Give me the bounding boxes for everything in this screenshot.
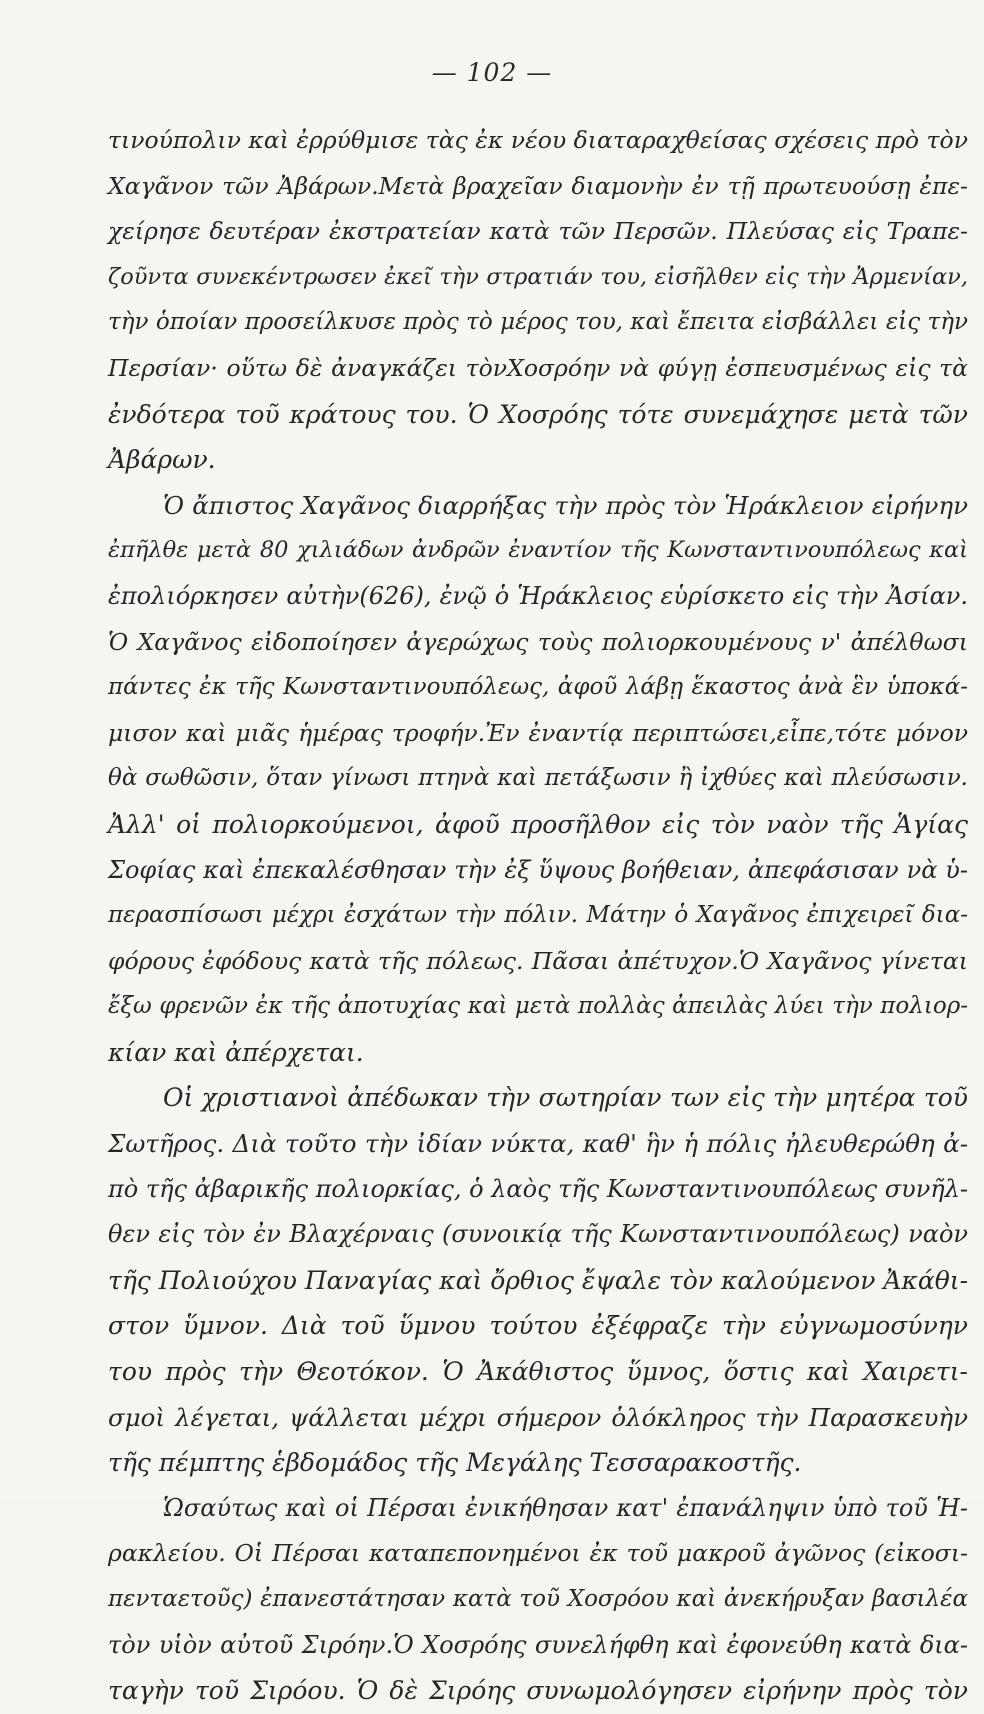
text-line: ταγὴν τοῦ Σιρόου. Ὁ δὲ Σιρόης συνωμολόγησεν εἰρήνην πρὸς τὸν <box>108 1676 968 1706</box>
text-line: του πρὸς τὴν Θεοτόκον. Ὁ Ἀκάθιστος ὕμνος, ὅστις καὶ Χαιρετι- <box>108 1357 968 1387</box>
text-line: σμοὶ λέγεται, ψάλλεται μέχρι σήμερον ὁλόκληρος τὴν Παρασκευὴν <box>108 1402 968 1432</box>
text-line: τῆς πέμπτης ἑβδομάδος τῆς Μεγάλης Τεσσαρακοστῆς. <box>108 1448 802 1478</box>
text-line: Ἀβάρων. <box>108 445 216 475</box>
text-line: Περσίαν· οὕτω δὲ ἀναγκάζει τὸνΧοσρόην νὰ φύγῃ ἐσπευσμένως εἰς τὰ <box>108 353 968 382</box>
text-line: φόρους ἐφόδους κατὰ τῆς πόλεως. Πᾶσαι ἀπέτυχον.Ὁ Χαγᾶνος γίνεται <box>108 946 968 975</box>
text-line: πενταετοῦς) ἐπανεστάτησαν κατὰ τοῦ Χοσρόου καὶ ἀνεκήρυξαν βασιλέα <box>108 1586 968 1612</box>
text-line: θεν εἰς τὸν ἐν Βλαχέρναις (συνοικίᾳ τῆς Κωνσταντινουπόλεως) ναὸν <box>108 1220 968 1249</box>
text-line: Ἀλλ' οἱ πολιορκούμενοι, ἀφοῦ προσῆλθον εἰς τὸν ναὸν τῆς Ἁγίας <box>108 809 968 839</box>
text-line: τὴν ὁποίαν προσείλκυσε πρὸς τὸ μέρος του, καὶ ἔπειτα εἰσβάλλει εἰς τὴν <box>108 309 968 336</box>
text-line: Χαγᾶνον τῶν Ἀβάρων.Μετὰ βραχεῖαν διαμονὴν ἐν τῇ πρωτευούσῃ ἐπε- <box>108 171 968 200</box>
text-line: ζοῦντα συνεκέντρωσεν ἐκεῖ τὴν στρατιάν του, εἰσῆλθεν εἰς τὴν Ἀρμενίαν, <box>108 263 968 290</box>
text-line: κίαν καὶ ἀπέρχεται. <box>108 1037 364 1067</box>
text-line: ἔξω φρενῶν ἐκ τῆς ἀποτυχίας καὶ μετὰ πολλὰς ἀπειλὰς λύει τὴν πολιορ- <box>108 993 968 1020</box>
text-line: χείρησε δευτέραν ἐκστρατείαν κατὰ τῶν Περσῶν. Πλεύσας εἰς Τραπε- <box>108 217 968 246</box>
text-line: τινούπολιν καὶ ἐρρύθμισε τὰς ἐκ νέου διαταραχθείσας σχέσεις πρὸ τὸν <box>108 126 968 154</box>
text-line: μισον καὶ μιᾶς ἡμέρας τροφήν.Ἐν ἐναντίᾳ περιπτώσει,εἶπε,τότε μόνον <box>108 718 968 747</box>
text-line: Οἱ χριστιανοὶ ἀπέδωκαν τὴν σωτηρίαν των εἰς τὴν μητέρα τοῦ <box>163 1083 968 1113</box>
text-line: Ὁ Χαγᾶνος εἰδοποίησεν ἀγερώχως τοὺς πολιορκουμένους ν' ἀπέλθωσι <box>108 627 968 656</box>
text-line: Σωτῆρος. Διὰ τοῦτο τὴν ἰδίαν νύκτα, καθ' ἣν ἡ πόλις ἠλευθερώθη ἀ- <box>108 1129 968 1159</box>
text-line: ἐνδότερα τοῦ κράτους του. Ὁ Χοσρόης τότε συνεμάχησε μετὰ τῶν <box>108 399 968 429</box>
text-line: πὸ τῆς ἀβαρικῆς πολιορκίας, ὁ λαὸς τῆς Κωνσταντινουπόλεως συνῆλ- <box>108 1174 968 1203</box>
text-line: Ὡσαύτως καὶ οἱ Πέρσαι ἐνικήθησαν κατ' ἐπανάληψιν ὑπὸ τοῦ Ἡ- <box>163 1493 968 1522</box>
text-line: περασπίσωσι μέχρι ἐσχάτων τὴν πόλιν. Μάτην ὁ Χαγᾶνος ἐπιχειρεῖ δια- <box>108 902 968 929</box>
text-line: τῆς Πολιούχου Παναγίας καὶ ὄρθιος ἔψαλε τὸν καλούμενον Ἀκάθι- <box>108 1265 969 1295</box>
page-number: — 102 — <box>431 58 553 87</box>
text-line: ρακλείου. Οἱ Πέρσαι καταπεπονημένοι ἐκ τοῦ μακροῦ ἀγῶνος (εἰκοσι- <box>108 1539 968 1568</box>
text-line: ἐπῆλθε μετὰ 80 χιλιάδων ἀνδρῶν ἐναντίον τῆς Κωνσταντινουπόλεως καὶ <box>108 537 968 564</box>
text-line: Ὁ ἄπιστος Χαγᾶνος διαρρήξας τὴν πρὸς τὸν Ἡράκλειον εἰρήνην <box>163 490 968 520</box>
body-text <box>108 118 968 1714</box>
text-line: στον ὕμνον. Διὰ τοῦ ὕμνου τούτου ἐξέφραζε τὴν εὐγνωμοσύνην <box>108 1311 968 1341</box>
text-line: πάντες ἐκ τῆς Κωνσταντινουπόλεως, ἀφοῦ λάβῃ ἕκαστος ἀνὰ ἓν ὑποκά- <box>108 674 968 701</box>
text-line: θὰ σωθῶσιν, ὅταν γίνωσι πτηνὰ καὶ πετάξωσιν ἢ ἰχθύες καὶ πλεύσωσιν. <box>108 765 968 792</box>
text-line: ἐπολιόρκησεν αὐτὴν(626), ἐνῷ ὁ Ἡράκλειος εὑρίσκετο εἰς τὴν Ἀσίαν. <box>108 581 968 610</box>
text-line: Σοφίας καὶ ἐπεκαλέσθησαν τὴν ἐξ ὕψους βοήθειαν, ἀπεφάσισαν νὰ ὑ- <box>108 855 968 884</box>
text-line: τὸν υἱὸν αὐτοῦ Σιρόην.Ὁ Χοσρόης συνελήφθη καὶ ἐφονεύθη κατὰ δια- <box>108 1630 968 1659</box>
